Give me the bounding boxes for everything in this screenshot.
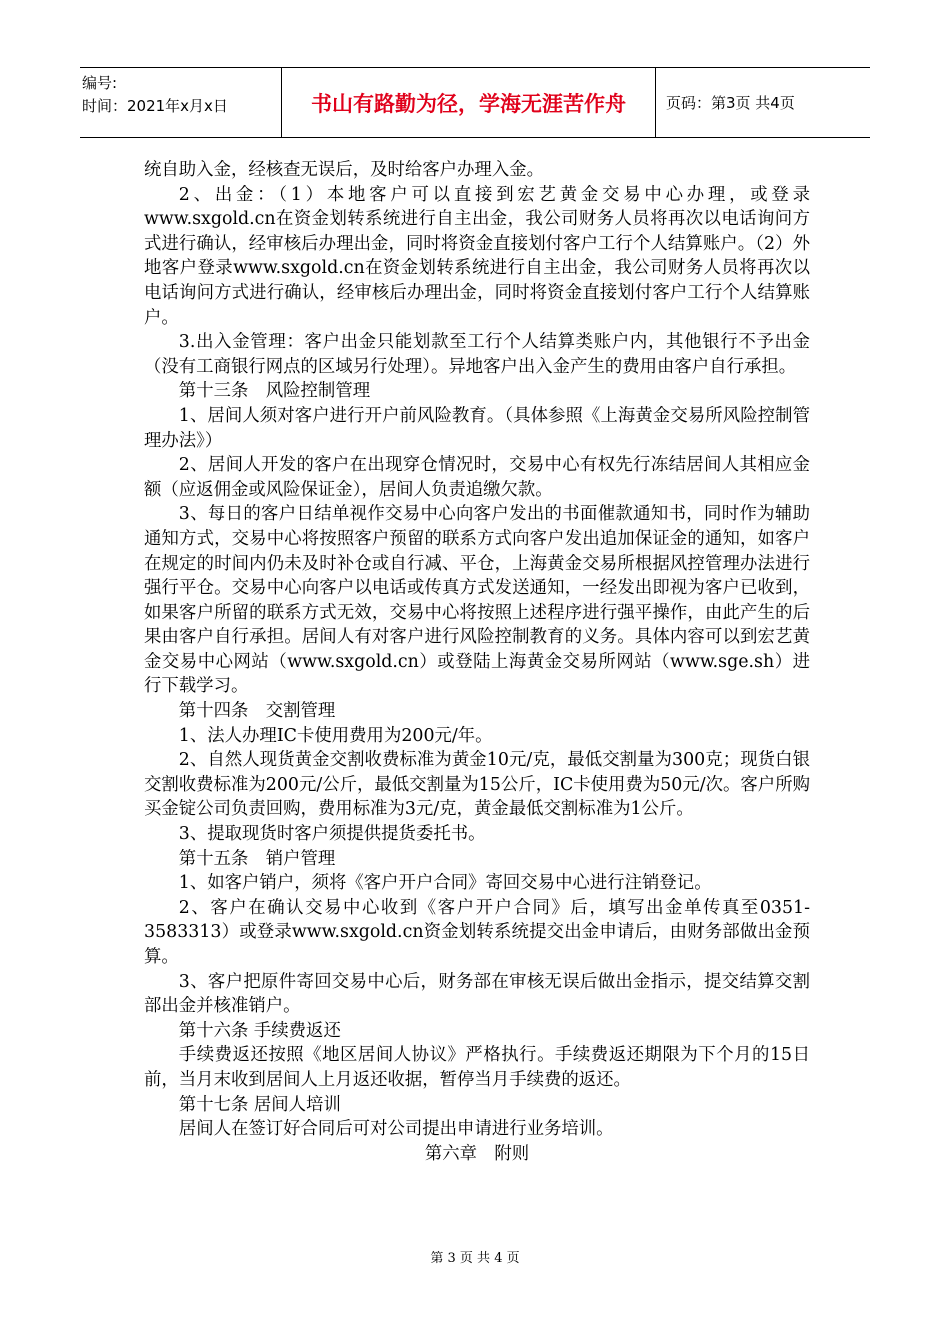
paragraph: 2、居间人开发的客户在出现穿仓情况时，交易中心有权先行冻结居间人其相应金额（应返佣金或风险保证金），居间人负责追缴欠款。: [144, 455, 810, 500]
document-body: [144, 158, 810, 1166]
section-heading: 第十四条 交割管理: [178, 701, 336, 722]
paragraph: 手续费返还按照《地区居间人协议》严格执行。手续费返还期限为下个月的15日前，当月末收到居间人上月返还收据，暂停当月手续费的返还。: [144, 1045, 810, 1090]
paragraph: 2、自然人现货黄金交割收费标准为黄金10元/克，最低交割量为300克；现货白银交割收费标准为200元/公斤，最低交割量为15公斤，IC卡使用费为50元/次。客户所购买金锭公司负责回购，费用标准为3元/克，黄金最低交割标准为1公斤。: [144, 750, 810, 820]
paragraph: 统自助入金，经核查无误后，及时给客户办理入金。: [144, 160, 544, 180]
serial-number-label: 编号:: [82, 74, 118, 92]
header-page-number: 页码：第3页 共4页: [666, 94, 795, 112]
section-heading: 第十五条 销户管理: [178, 848, 336, 869]
chapter-heading: 第六章 附则: [424, 1143, 530, 1164]
paragraph: 居间人在签订好合同后可对公司提出申请进行业务培训。: [178, 1119, 614, 1140]
section-heading: 第十七条 居间人培训: [178, 1094, 341, 1115]
page-header: [80, 67, 870, 138]
paragraph: 3、提取现货时客户须提供提货委托书。: [178, 824, 486, 845]
paragraph: 3.出入金管理：客户出金只能划款至工行个人结算类账户内，其他银行不予出金（没有工商银行网点的区域另行处理）。异地客户出入金产生的费用由客户自行承担。: [144, 332, 810, 377]
paragraph: 1、居间人须对客户进行开户前风险教育。（具体参照《上海黄金交易所风险控制管理办法》）: [144, 405, 810, 451]
header-motto: 书山有路勤为径，学海无涯苦作舟: [282, 68, 656, 137]
page-footer: 第 3 页 共 4 页: [430, 1251, 520, 1266]
paragraph: 2、客户在确认交易中心收到《客户开户合同》后，填写出金单传真至0351-3583313）或登录www.sxgold.cn资金划转系统提交出金申请后，由财务部做出金预算。: [144, 897, 810, 967]
paragraph: 3、客户把原件寄回交易中心后，财务部在审核无误后做出金指示，提交结算交割部出金并核准销户。: [144, 971, 810, 1017]
paragraph: 1、如客户销户，须将《客户开户合同》寄回交易中心进行注销登记。: [178, 873, 712, 894]
date-label: 时间：2021年x月x日: [82, 97, 228, 115]
header-meta: [80, 68, 282, 137]
paragraph: 3、每日的客户日结单视作交易中心向客户发出的书面催款通知书，同时作为辅助通知方式，交易中心将按照客户预留的联系方式向客户发出追加保证金的通知，如客户在规定的时间内仍未及时补仓或自行减、平仓，上海黄金交易所根据风控管理办法进行强行平仓。交易中心向客户以电话或传真方式发送通知，一经发出即视为客户已收到，如果客户所留的联系方式无效，交易中心将按照上述程序进行强平操作，由此产生的后果由客户自行承担。居间人有对客户进行风险控制教育的义务。具体内容可以到宏艺黄金交易中心网站（www.sxgold.cn）或登陆上海黄金交易所网站（www.sge.sh）进行下载学习。: [144, 504, 810, 697]
paragraph: 2、出金：（1）本地客户可以直接到宏艺黄金交易中心办理，或登录www.sxgold.cn在资金划转系统进行自主出金，我公司财务人员将再次以电话询问方式进行确认，经审核后办理出金，同时将资金直接划付客户工行个人结算账户。（2）外地客户登录www.sxgold.cn在资金划转系统进行自主出金，我公司财务人员将再次以电话询问方式进行确认，经审核后办理出金，同时将资金直接划付客户工行个人结算账户。: [144, 184, 810, 328]
section-heading: 第十六条 手续费返还: [178, 1020, 341, 1041]
paragraph: 1、法人办理IC卡使用费用为200元/年。: [178, 725, 493, 746]
section-heading: 第十三条 风险控制管理: [178, 381, 371, 402]
